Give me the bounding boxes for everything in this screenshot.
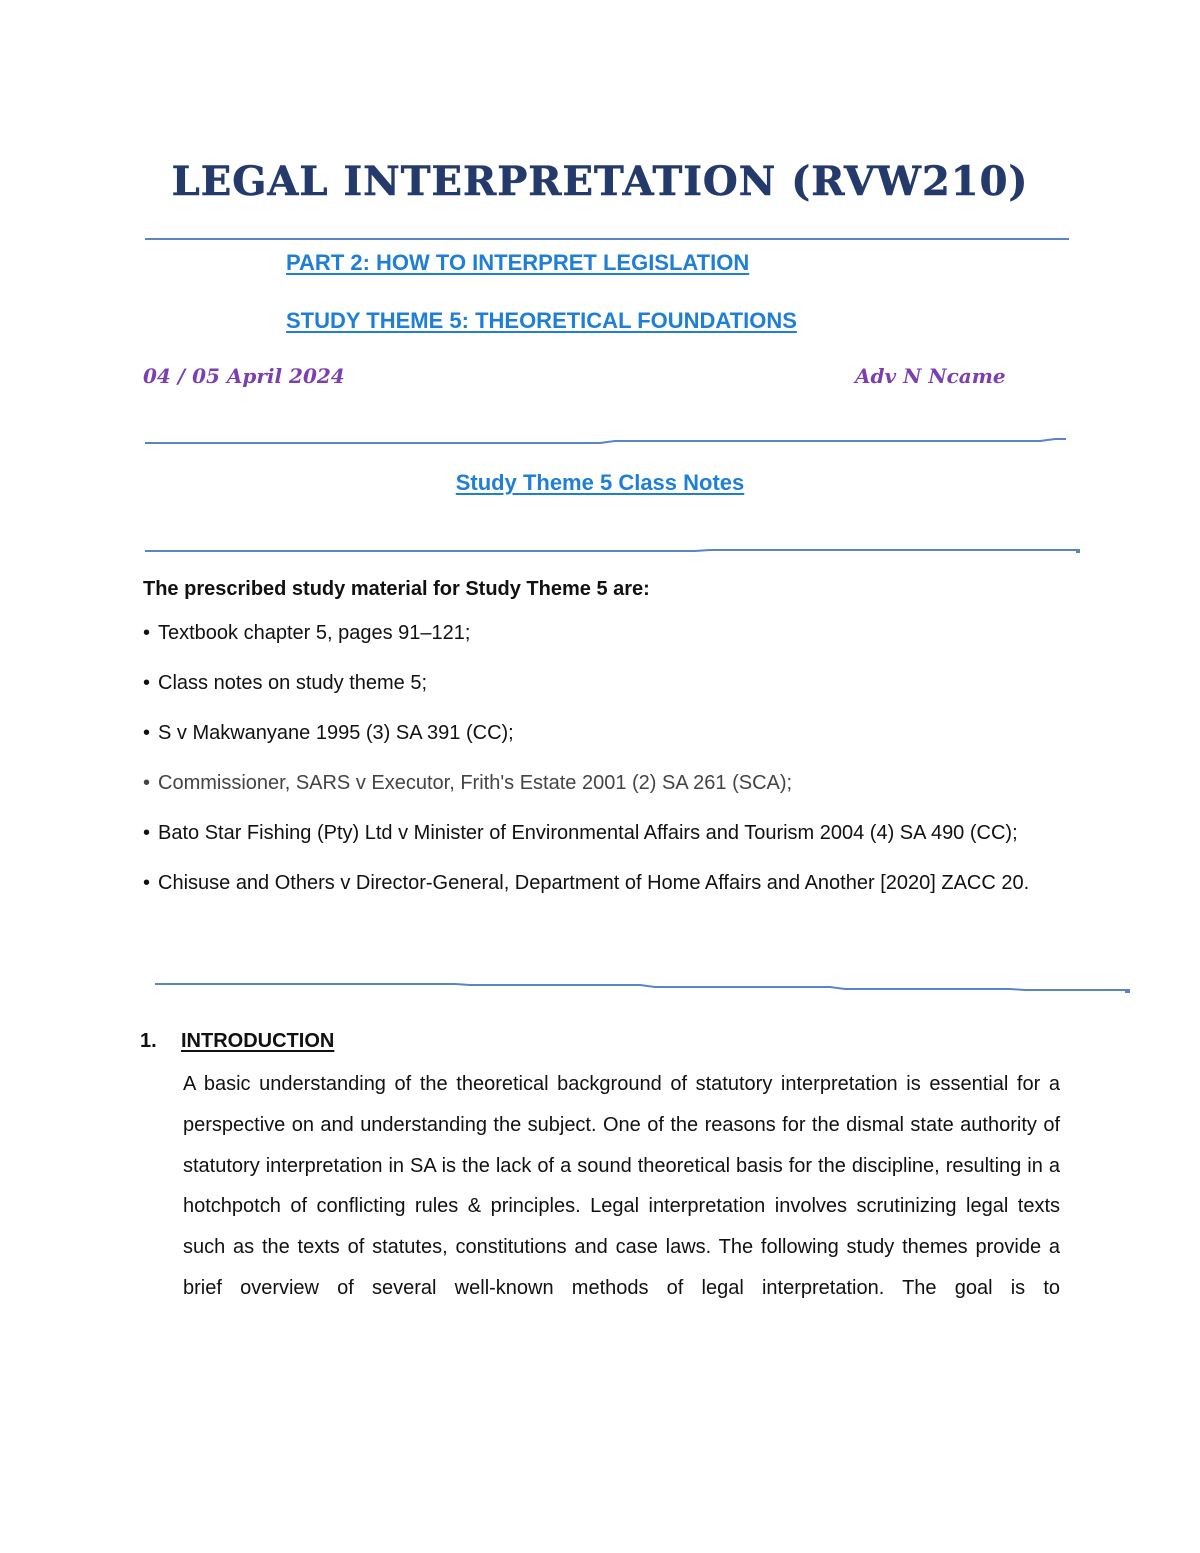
bullet-icon: • [143,672,151,694]
bullet-icon: • [143,772,151,794]
list-item [143,720,1073,746]
section-number: 1. [140,1030,157,1052]
introduction-paragraph: A basic understanding of the theoretical background of statutory interpretation is essential for a perspective on and understanding the subject. One of the reasons for the dismal state authority of statutory interpretation in SA is the lack of a sound theoretical basis for the discipline, resulting in a hotchpotch of conflicting rules & principles. Legal interpretation involves scrutinizing legal texts such as the texts of statutes, constitutions and case laws. The following study themes provide a brief overview of several well-known methods of legal interpretation. The goal is to [183,1073,1060,1299]
notes-top-divider [140,435,1075,449]
notes-bottom-divider [140,545,1080,559]
list-item [143,620,1073,646]
list-item [143,670,1073,696]
section-heading: INTRODUCTION [181,1030,335,1052]
material-text: S v Makwanyane 1995 (3) SA 391 (CC); [158,722,514,744]
material-text: Class notes on study theme 5; [158,672,428,694]
list-item [143,870,1073,896]
prescribed-material-list [143,620,1073,920]
lecturer-name: Adv N Ncame [855,364,1006,388]
material-text: Commissioner, SARS v Executor, Frith's Estate 2001 (2) SA 261 (SCA); [158,772,793,794]
material-text: Chisuse and Others v Director-General, Department of Home Affairs and Another [2020] ZACC 20. [158,872,1030,894]
document-title: LEGAL INTERPRETATION (RVW210) [171,158,1029,205]
bullet-icon: • [143,822,151,844]
part-heading: PART 2: HOW TO INTERPRET LEGISLATION [286,250,750,275]
theme-heading: STUDY THEME 5: THEORETICAL FOUNDATIONS [286,308,797,333]
class-notes-title: Study Theme 5 Class Notes [455,470,745,495]
title-divider [145,238,1069,240]
prescribed-material-lead: The prescribed study material for Study Theme 5 are: [143,578,650,600]
list-item [143,770,1073,796]
list-item [143,820,1073,846]
materials-divider [150,978,1130,1000]
bullet-icon: • [143,872,151,894]
material-text: Textbook chapter 5, pages 91–121; [158,622,471,644]
lecture-date: 04 / 05 April 2024 [143,364,345,388]
material-text: Bato Star Fishing (Pty) Ltd v Minister of Environmental Affairs and Tourism 2004 (4) SA 490 (CC); [158,822,1018,844]
bullet-icon: • [143,622,151,644]
bullet-icon: • [143,722,151,744]
